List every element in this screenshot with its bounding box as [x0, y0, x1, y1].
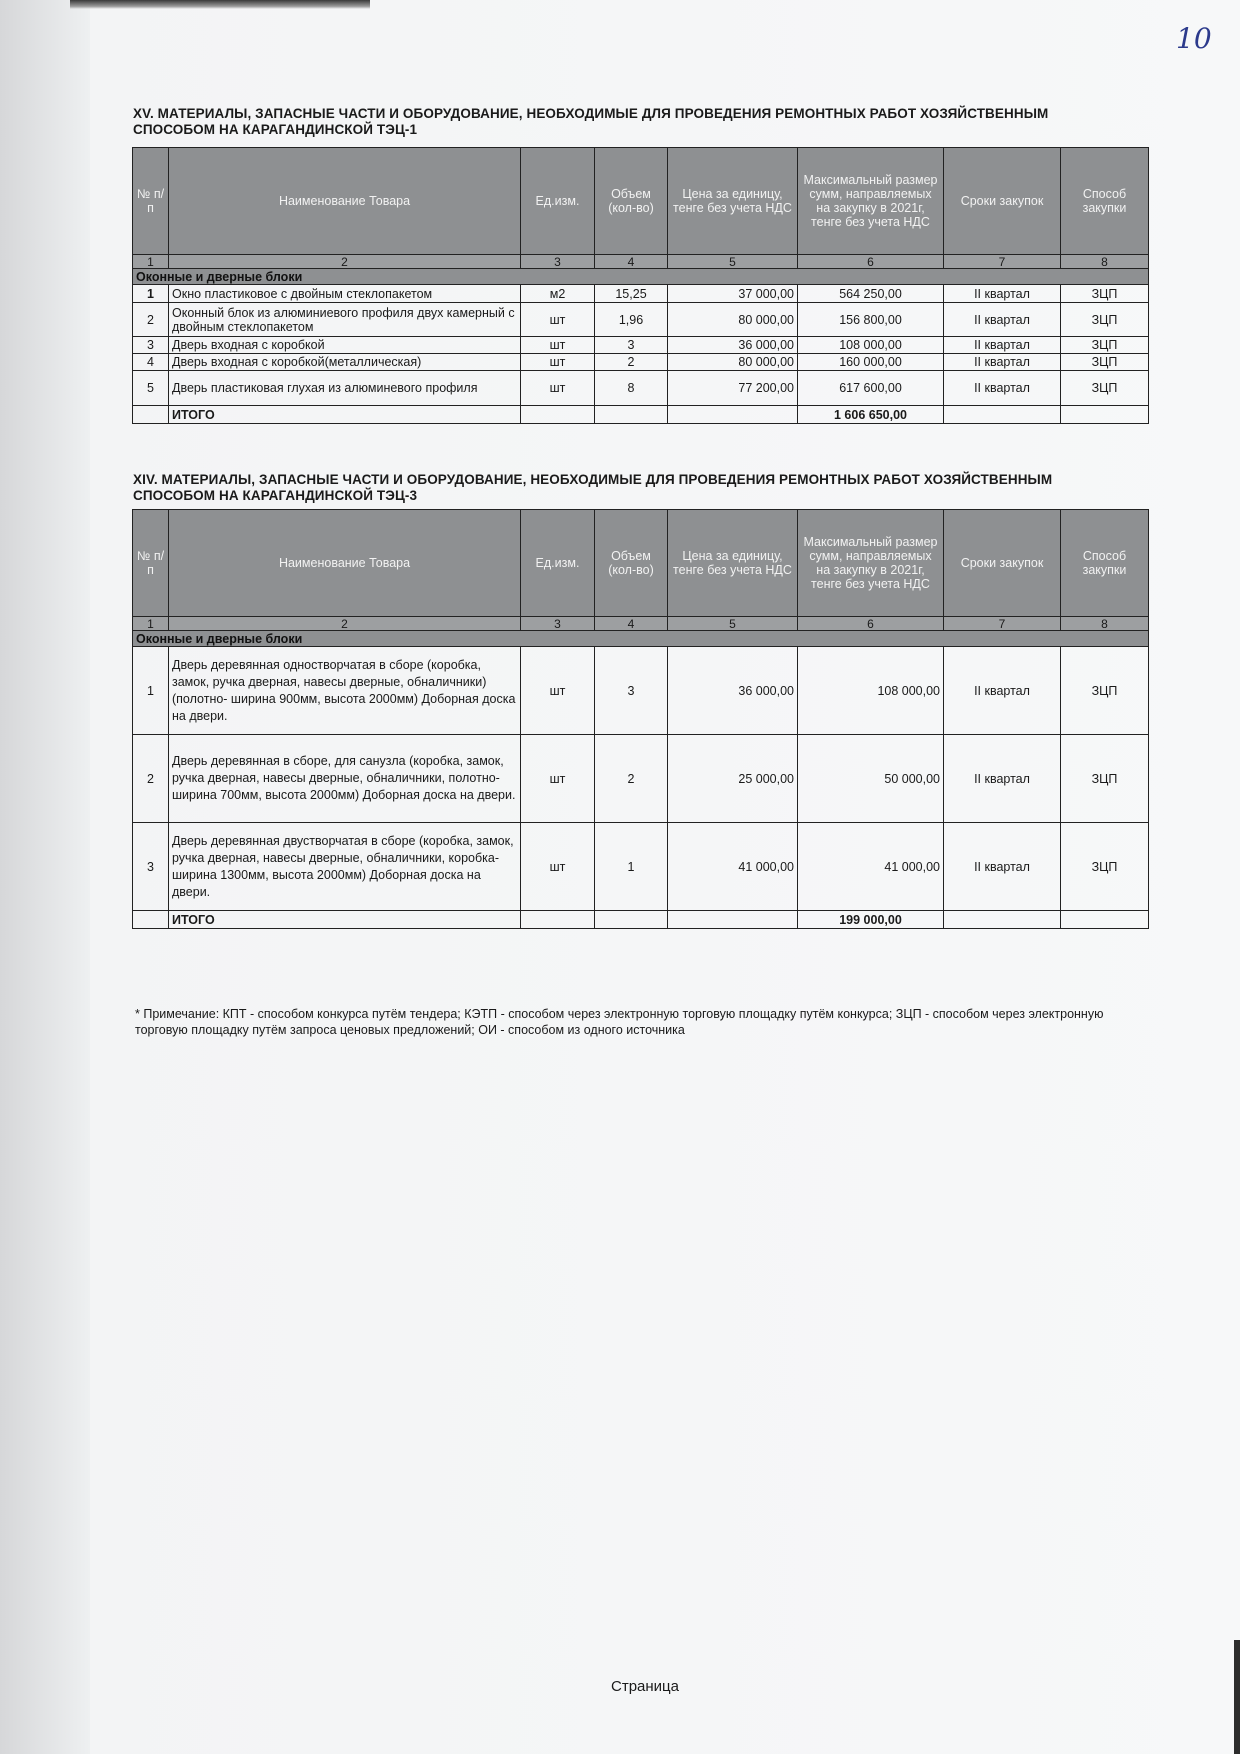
header-row: [133, 148, 1149, 255]
table-row: [133, 285, 1149, 303]
column-number-row: [133, 255, 1149, 269]
scan-artifact-top: [70, 0, 370, 9]
item-unit: шт: [521, 337, 595, 354]
table-row: [133, 354, 1149, 371]
column-number-row: [133, 617, 1149, 631]
section1-title: XV. МАТЕРИАЛЫ, ЗАПАСНЫЕ ЧАСТИ И ОБОРУДОВАНИЕ, НЕОБХОДИМЫЕ ДЛЯ ПРОВЕДЕНИЯ РЕМОНТНЫХ РАБОТ ХОЗЯЙСТВЕННЫМ СПОСОБОМ НА КАРАГАНДИНСКОЙ ТЭЦ-1: [133, 106, 1049, 137]
item-price: 41 000,00: [668, 823, 798, 911]
item-name: Дверь деревянная в сборе, для санузла (коробка, замок, ручка дверная, навесы дверные, обналичники, полотно- ширина 700мм, высота 2000мм) Доборная доска на двери.: [169, 735, 521, 823]
total-value: 199 000,00: [798, 911, 944, 929]
column-number: 6: [798, 255, 944, 269]
item-term: II квартал: [944, 647, 1061, 735]
row-number: 1: [133, 285, 169, 303]
item-sum: 50 000,00: [798, 735, 944, 823]
item-price: 25 000,00: [668, 735, 798, 823]
item-price: 77 200,00: [668, 371, 798, 406]
total-label: ИТОГО: [169, 406, 521, 424]
item-unit: шт: [521, 371, 595, 406]
item-unit: шт: [521, 354, 595, 371]
item-sum: 564 250,00: [798, 285, 944, 303]
item-qty: 2: [595, 354, 668, 371]
row-number: 3: [133, 337, 169, 354]
col-header-terms: Сроки закупок: [944, 510, 1061, 617]
item-price: 36 000,00: [668, 647, 798, 735]
table-row: [133, 735, 1149, 823]
col-header-unit: Ед.изм.: [521, 510, 595, 617]
column-number: 4: [595, 617, 668, 631]
item-method: ЗЦП: [1061, 823, 1149, 911]
item-unit: шт: [521, 735, 595, 823]
column-number: 1: [133, 255, 169, 269]
column-number: 4: [595, 255, 668, 269]
total-label: ИТОГО: [169, 911, 521, 929]
item-method: ЗЦП: [1061, 285, 1149, 303]
row-number: 2: [133, 303, 169, 337]
section1-table: [132, 147, 1149, 424]
item-qty: 15,25: [595, 285, 668, 303]
item-name: Дверь входная с коробкой: [169, 337, 521, 354]
col-header-max-sum: Максимальный размер сумм, направляемых на закупку в 2021г, тенге без учета НДС: [798, 510, 944, 617]
total-blank: [1061, 406, 1149, 424]
column-number: 8: [1061, 255, 1149, 269]
item-term: II квартал: [944, 337, 1061, 354]
column-number: 5: [668, 255, 798, 269]
column-number: 7: [944, 255, 1061, 269]
item-sum: 160 000,00: [798, 354, 944, 371]
item-method: ЗЦП: [1061, 735, 1149, 823]
column-number: 2: [169, 255, 521, 269]
item-name: Дверь пластиковая глухая из алюминевого профиля: [169, 371, 521, 406]
handwritten-page-number: 10: [1176, 22, 1212, 55]
total-blank: [944, 406, 1061, 424]
col-header-qty: Объем (кол-во): [595, 510, 668, 617]
item-price: 80 000,00: [668, 303, 798, 337]
item-term: II квартал: [944, 303, 1061, 337]
column-number: 1: [133, 617, 169, 631]
item-qty: 1,96: [595, 303, 668, 337]
col-header-num: № п/п: [133, 510, 169, 617]
item-name: Дверь деревянная двустворчатая в сборе (коробка, замок, ручка дверная, навесы дверные, обналичники, коробка- ширина 1300мм, высота 2000мм) Доборная доска на двери.: [169, 823, 521, 911]
item-price: 36 000,00: [668, 337, 798, 354]
item-method: ЗЦП: [1061, 303, 1149, 337]
item-unit: шт: [521, 303, 595, 337]
col-header-name: Наименование Товара: [169, 510, 521, 617]
item-unit: шт: [521, 647, 595, 735]
total-blank: [944, 911, 1061, 929]
total-blank: [595, 911, 668, 929]
section2-table: [132, 509, 1149, 929]
item-name: Окно пластиковое с двойным стеклопакетом: [169, 285, 521, 303]
col-header-terms: Сроки закупок: [944, 148, 1061, 255]
col-header-method: Способ закупки: [1061, 510, 1149, 617]
col-header-unit: Ед.изм.: [521, 148, 595, 255]
column-number: 8: [1061, 617, 1149, 631]
item-qty: 8: [595, 371, 668, 406]
column-number: 5: [668, 617, 798, 631]
item-term: II квартал: [944, 354, 1061, 371]
row-number: 3: [133, 823, 169, 911]
total-blank: [1061, 911, 1149, 929]
table-row: [133, 823, 1149, 911]
group-label: Оконные и дверные блоки: [133, 631, 1149, 647]
item-sum: 41 000,00: [798, 823, 944, 911]
header-row: [133, 510, 1149, 617]
total-blank: [521, 406, 595, 424]
item-sum: 156 800,00: [798, 303, 944, 337]
item-term: II квартал: [944, 371, 1061, 406]
column-number: 7: [944, 617, 1061, 631]
item-qty: 1: [595, 823, 668, 911]
table-row: [133, 371, 1149, 406]
col-header-price: Цена за единицу, тенге без учета НДС: [668, 510, 798, 617]
item-term: II квартал: [944, 823, 1061, 911]
group-row: [133, 269, 1149, 285]
col-header-qty: Объем (кол-во): [595, 148, 668, 255]
item-method: ЗЦП: [1061, 371, 1149, 406]
page-footer: Страница: [611, 1678, 679, 1695]
group-row: [133, 631, 1149, 647]
row-number: 5: [133, 371, 169, 406]
item-term: II квартал: [944, 285, 1061, 303]
item-name: Оконный блок из алюминиевого профиля двух камерный с двойным стеклопакетом: [169, 303, 521, 337]
col-header-max-sum: Максимальный размер сумм, направляемых на закупку в 2021г, тенге без учета НДС: [798, 148, 944, 255]
item-sum: 108 000,00: [798, 647, 944, 735]
column-number: 6: [798, 617, 944, 631]
item-name: Дверь деревянная одностворчатая в сборе (коробка, замок, ручка дверная, навесы дверные, обналичники)(полотно- ширина 900мм, высота 2000мм) Доборная доска на двери.: [169, 647, 521, 735]
column-number: 2: [169, 617, 521, 631]
footnote: * Примечание: КПТ - способом конкурса путём тендера; КЭТП - способом через электронную торговую площадку путём конкурса; ЗЦП - способом через электронную торговую площадку путём запроса ценовых предложений; ОИ - способом из одного источника: [135, 1007, 1104, 1037]
total-blank: [133, 406, 169, 424]
row-number: 1: [133, 647, 169, 735]
row-number: 4: [133, 354, 169, 371]
item-price: 80 000,00: [668, 354, 798, 371]
col-header-price: Цена за единицу, тенге без учета НДС: [668, 148, 798, 255]
total-row: [133, 406, 1149, 424]
item-term: II квартал: [944, 735, 1061, 823]
table-row: [133, 303, 1149, 337]
item-method: ЗЦП: [1061, 354, 1149, 371]
column-number: 3: [521, 617, 595, 631]
total-blank: [133, 911, 169, 929]
row-number: 2: [133, 735, 169, 823]
item-method: ЗЦП: [1061, 647, 1149, 735]
item-qty: 3: [595, 337, 668, 354]
total-value: 1 606 650,00: [798, 406, 944, 424]
total-blank: [668, 406, 798, 424]
scan-artifact-right: [1234, 1640, 1240, 1754]
item-unit: шт: [521, 823, 595, 911]
item-sum: 108 000,00: [798, 337, 944, 354]
col-header-num: № п/п: [133, 148, 169, 255]
col-header-method: Способ закупки: [1061, 148, 1149, 255]
item-name: Дверь входная с коробкой(металлическая): [169, 354, 521, 371]
col-header-name: Наименование Товара: [169, 148, 521, 255]
item-qty: 3: [595, 647, 668, 735]
item-price: 37 000,00: [668, 285, 798, 303]
group-label: Оконные и дверные блоки: [133, 269, 1149, 285]
item-method: ЗЦП: [1061, 337, 1149, 354]
item-qty: 2: [595, 735, 668, 823]
item-sum: 617 600,00: [798, 371, 944, 406]
table-row: [133, 647, 1149, 735]
total-blank: [595, 406, 668, 424]
column-number: 3: [521, 255, 595, 269]
total-row: [133, 911, 1149, 929]
total-blank: [521, 911, 595, 929]
item-unit: м2: [521, 285, 595, 303]
table-row: [133, 337, 1149, 354]
total-blank: [668, 911, 798, 929]
scan-shadow-left: [0, 0, 90, 1754]
section2-title: XIV. МАТЕРИАЛЫ, ЗАПАСНЫЕ ЧАСТИ И ОБОРУДОВАНИЕ, НЕОБХОДИМЫЕ ДЛЯ ПРОВЕДЕНИЯ РЕМОНТНЫХ РАБОТ ХОЗЯЙСТВЕННЫМ СПОСОБОМ НА КАРАГАНДИНСКОЙ ТЭЦ-3: [133, 472, 1053, 503]
